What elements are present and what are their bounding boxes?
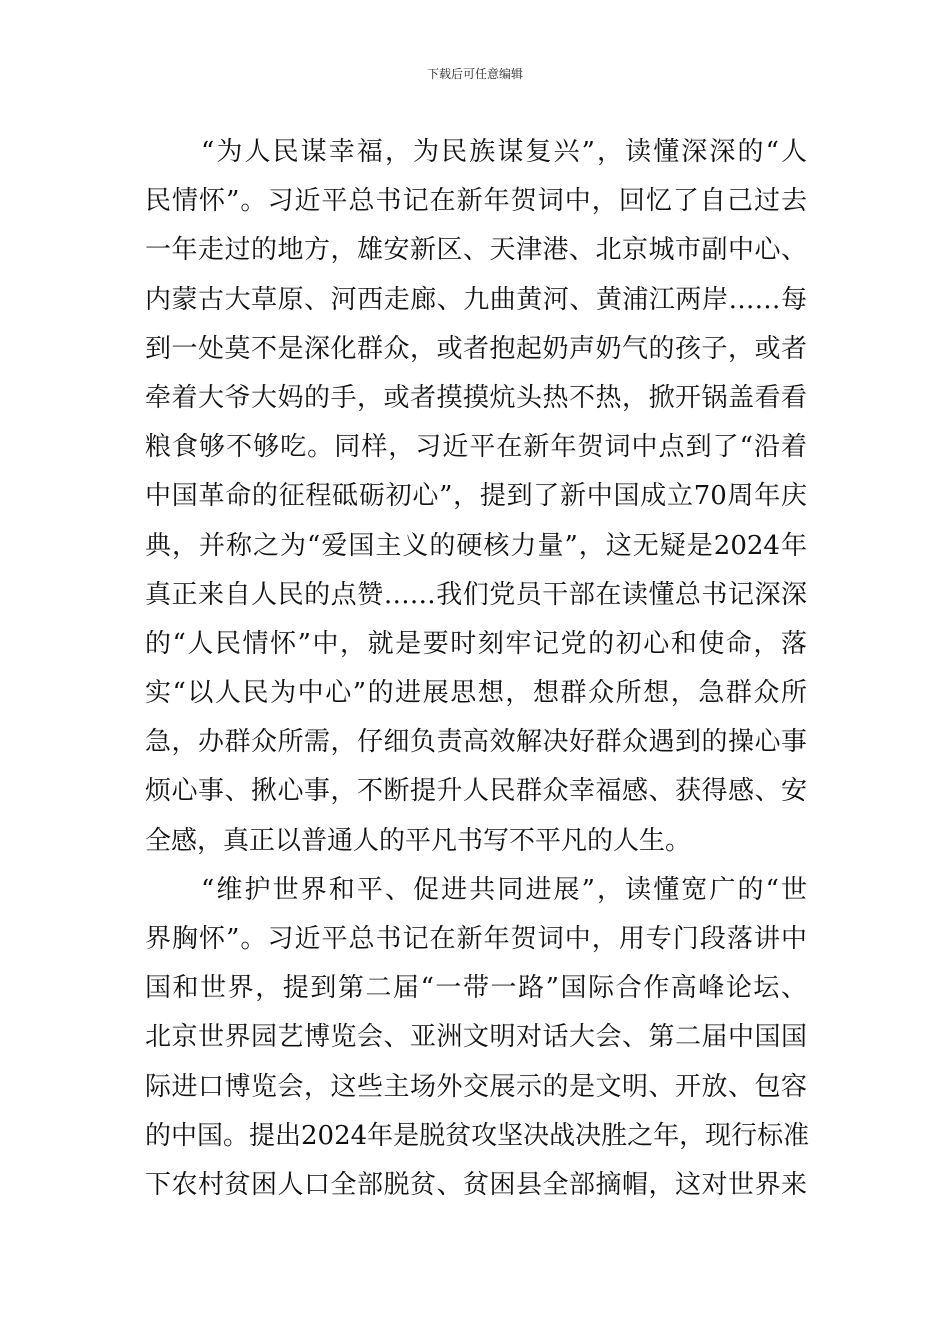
text-line: 界胸怀”。习近平总书记在新年贺词中，用专门段落讲中	[145, 924, 807, 954]
text-line: 粮食够不够吃。同样，习近平在新年贺词中点到了“沿着	[145, 432, 807, 463]
text-line: 中国革命的征程砥砺初心”，提到了新中国成立70周年庆	[145, 481, 807, 512]
text-line: “为人民谋幸福，为民族谋复兴”，读懂深深的“人	[201, 137, 807, 167]
text-line: 内蒙古大草原、河西走廊、九曲黄河、黄浦江两岸……每	[145, 284, 807, 315]
text-line: 急，办群众所需，仔细负责高效解决好群众遇到的操心事	[145, 727, 807, 758]
text-line: 的中国。提出2024年是脱贫攻坚决战决胜之年，现行标准	[145, 1120, 810, 1151]
text-line: 国和世界，提到第二届“一带一路”国际合作高峰论坛、	[145, 973, 807, 1004]
document-body	[145, 128, 810, 1210]
page-header-note: 下载后可任意编辑	[426, 67, 523, 81]
text-line: “维护世界和平、促进共同进展”，读懂宽广的“世	[201, 874, 807, 905]
text-line: 的“人民情怀”中，就是要时刻牢记党的初心和使命，落	[145, 628, 807, 659]
text-line: 到一处莫不是深化群众，或者抱起奶声奶气的孩子，或者	[145, 333, 807, 364]
text-line: 烦心事、揪心事，不断提升人民群众幸福感、获得感、安	[145, 776, 807, 807]
text-line: 真正来自人民的点赞……我们党员干部在读懂总书记深深	[145, 579, 807, 610]
text-line: 一年走过的地方，雄安新区、天津港、北京城市副中心、	[145, 235, 807, 266]
text-line: 全感，真正以普通人的平凡书写不平凡的人生。	[145, 825, 692, 856]
text-line: 下农村贫困人口全部脱贫、贫困县全部摘帽，这对世界来	[145, 1169, 807, 1200]
paragraph	[145, 128, 807, 866]
text-line: 际进口博览会，这些主场外交展示的是文明、开放、包容	[145, 1071, 807, 1102]
text-line: 牵着大爷大妈的手，或者摸摸炕头热不热，掀开锅盖看看	[145, 382, 807, 413]
text-line: 实“以人民为中心”的进展思想，想群众所想，急群众所	[145, 678, 807, 709]
text-line: 民情怀”。习近平总书记在新年贺词中，回忆了自己过去	[145, 186, 807, 217]
text-line: 典，并称之为“爱国主义的硬核力量”，这无疑是2024年	[145, 530, 807, 561]
paragraph	[145, 866, 810, 1210]
text-line: 北京世界园艺博览会、亚洲文明对话大会、第二届中国国	[145, 1022, 807, 1053]
